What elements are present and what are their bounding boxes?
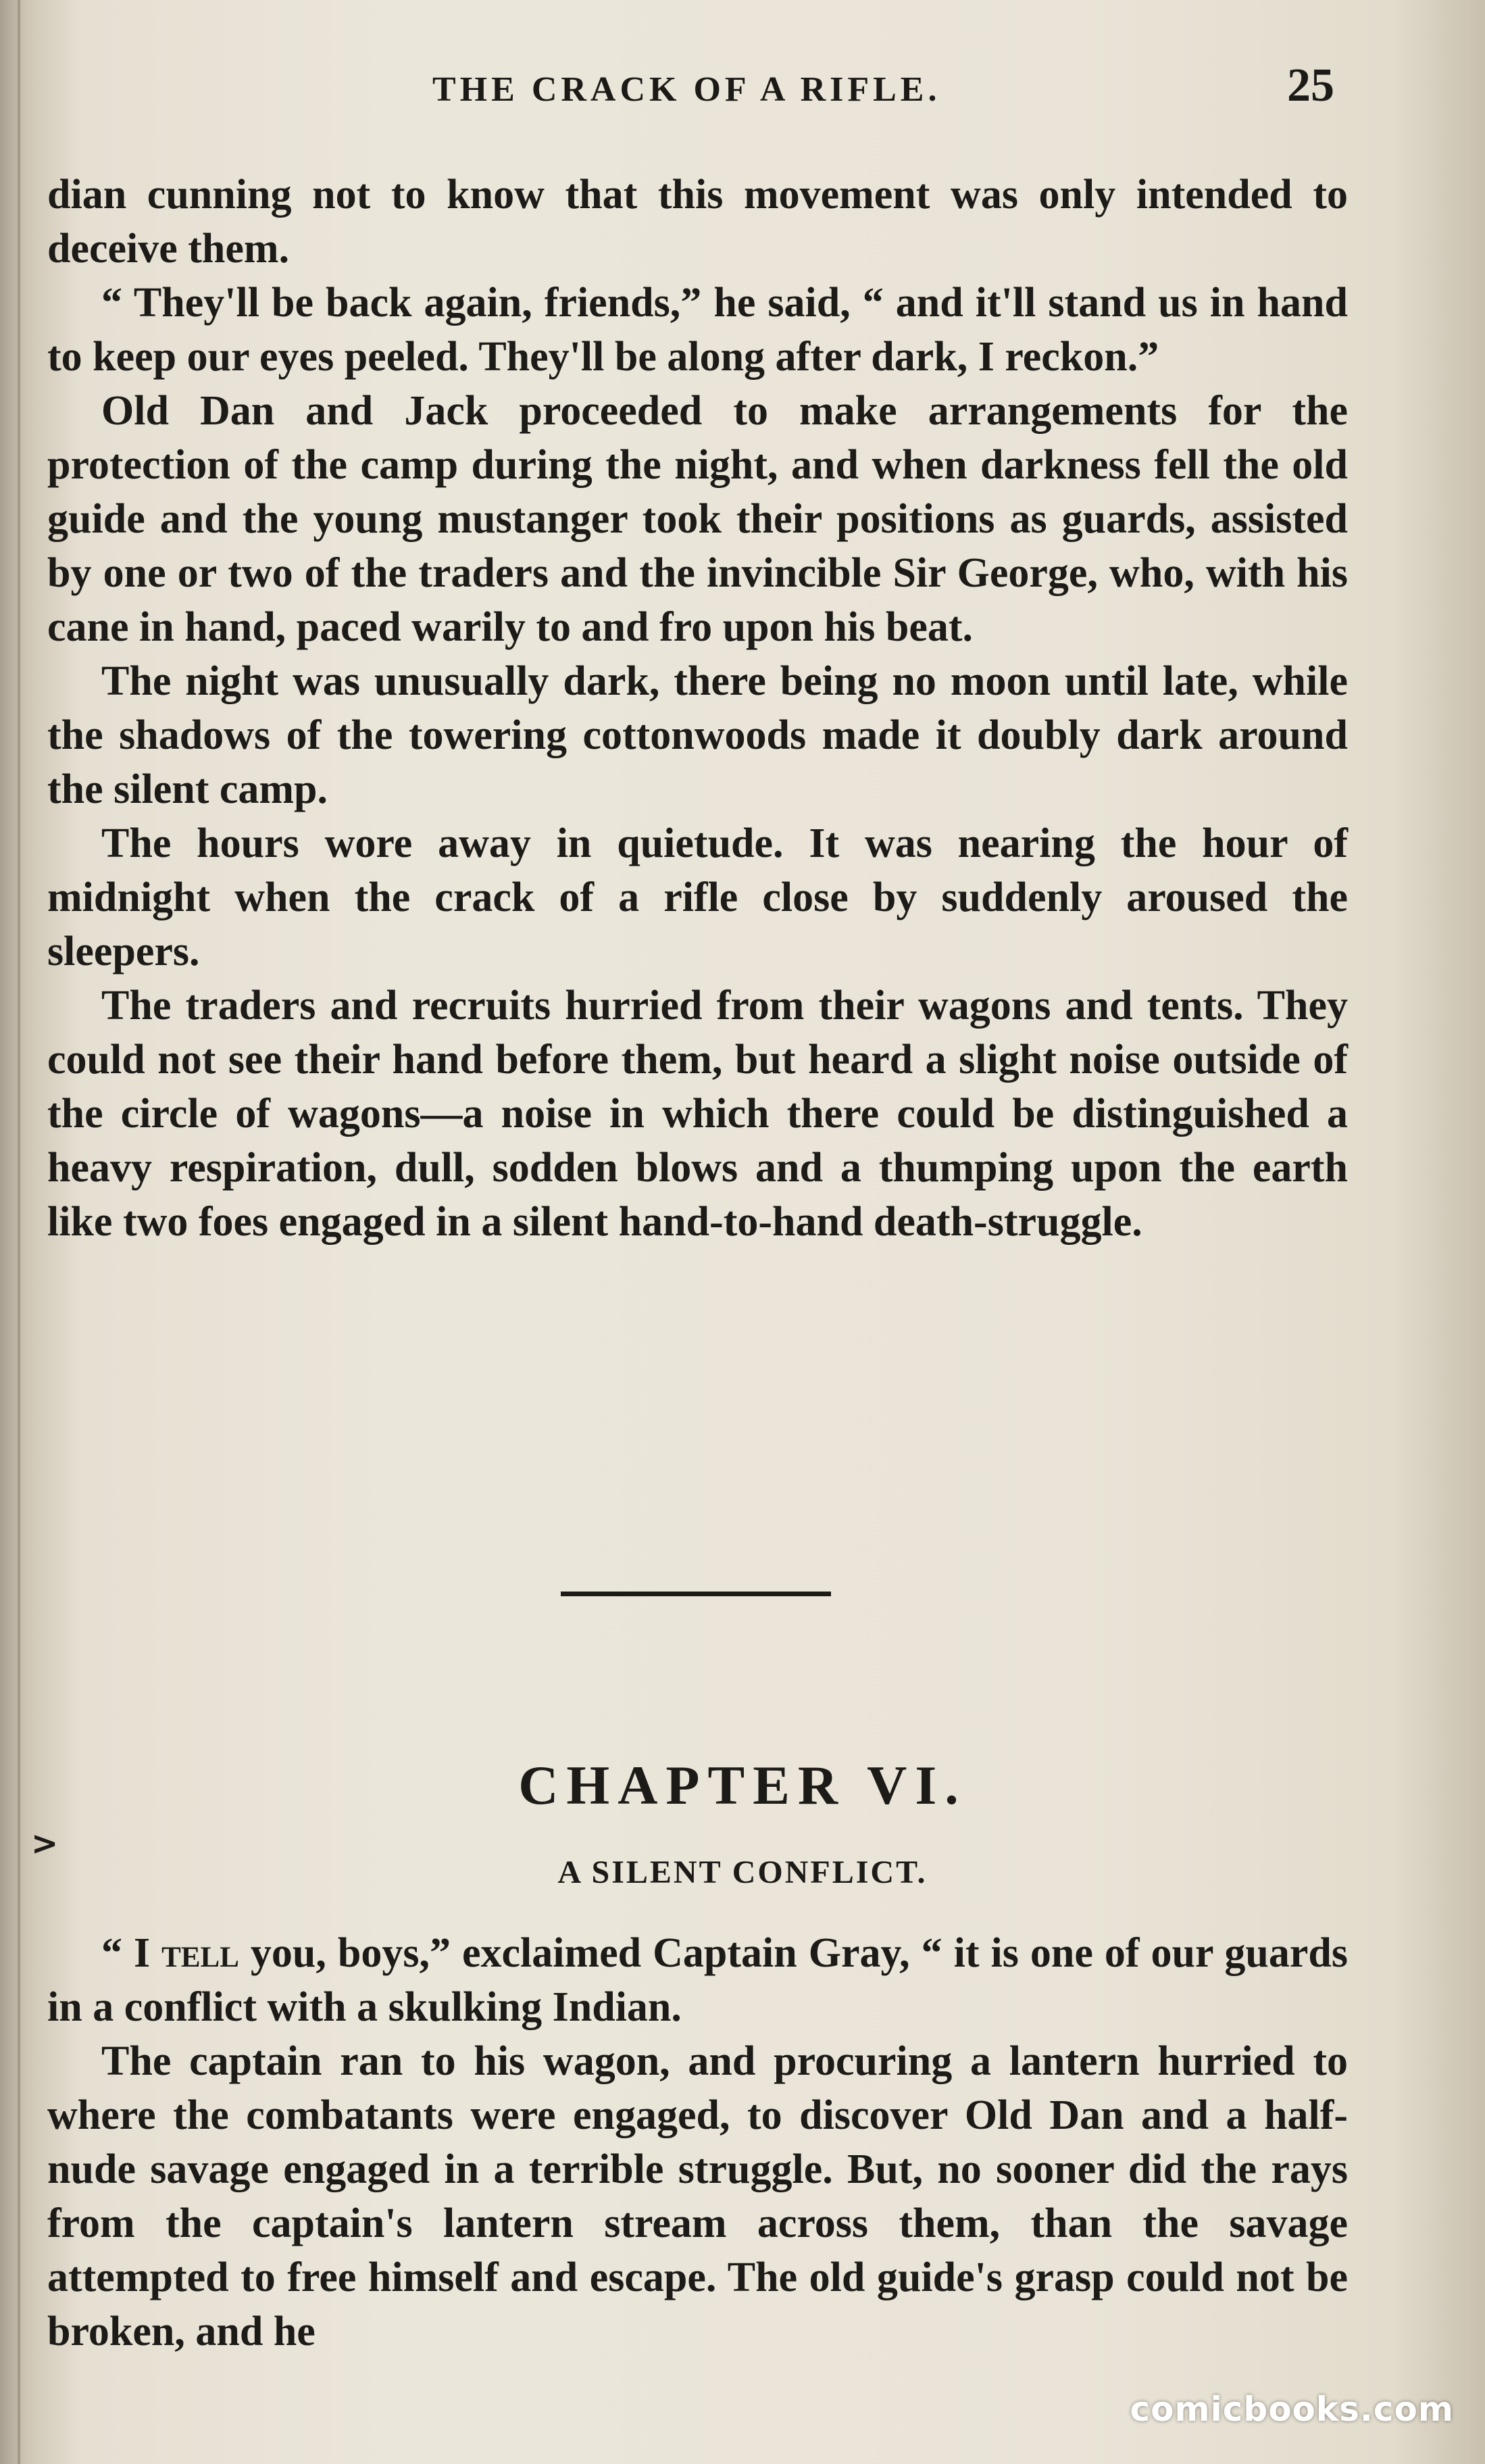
page-header [0, 59, 1485, 118]
bottom-text-block [47, 1926, 1348, 2359]
paragraph: The night was unusually dark, there being no moon until late, while the shadows of the towering cottonwoods made it doubly dark around the silent camp. [47, 658, 1348, 812]
paragraph: The captain ran to his wagon, and procuring a lantern hurried to where the combatants were engaged, to discover Old Dan and a half-nude savage engaged in a terrible struggle. But, no sooner did the rays from the captain's lantern stream across them, than the savage attempted to free himself and escape. The old guide's grasp could not be broken, and he [47, 2038, 1348, 2355]
margin-mark: > [31, 1825, 59, 1863]
paragraph: dian cunning not to know that this movement was only intended to deceive them. [47, 172, 1348, 272]
top-text-block [47, 168, 1348, 1249]
paragraph: The traders and recruits hurried from their wagons and tents. They could not see their hand before them, but heard a slight noise outside of the circle of wagons—a noise in which there could be distinguished a heavy respiration, dull, sodden blows and a thumping upon the earth like two foes engaged in a silent hand-to-hand death-struggle. [47, 983, 1348, 1245]
page-number: 25 [1287, 59, 1334, 112]
running-title: THE CRACK OF A RIFLE. [432, 70, 941, 109]
page-gutter-edge [18, 0, 20, 2464]
site-watermark: comicbooks.com [1130, 2390, 1454, 2429]
paragraph: “ They'll be back again, friends,” he said, “ and it'll stand us in hand to keep our eyes peeled. They'll be along after dark, I reckon.” [47, 280, 1348, 380]
paragraph-small-caps: tell [161, 1930, 239, 1976]
chapter-subtitle: A SILENT CONFLICT. [557, 1854, 928, 1890]
paragraph: The hours wore away in quietude. It was nearing the hour of midnight when the crack of a rifle close by suddenly aroused the sleepers. [47, 820, 1348, 975]
paragraph-open: “ I [101, 1930, 162, 1976]
paragraph: Old Dan and Jack proceeded to make arrangements for the protection of the camp during the night, and when darkness fell the old guide and the young mustanger took their positions as guards, assisted by one or two of the traders and the invincible Sir George, who, with his cane in hand, paced warily to and fro upon his beat. [47, 388, 1348, 650]
paragraph [47, 1926, 1348, 2034]
section-divider [561, 1592, 831, 1596]
paragraph-rest: you, boys,” exclaimed Captain Gray, “ it is one of our guards in a conflict with a skulking Indian. [47, 1930, 1348, 2030]
chapter-heading: CHAPTER VI. [518, 1754, 967, 1816]
